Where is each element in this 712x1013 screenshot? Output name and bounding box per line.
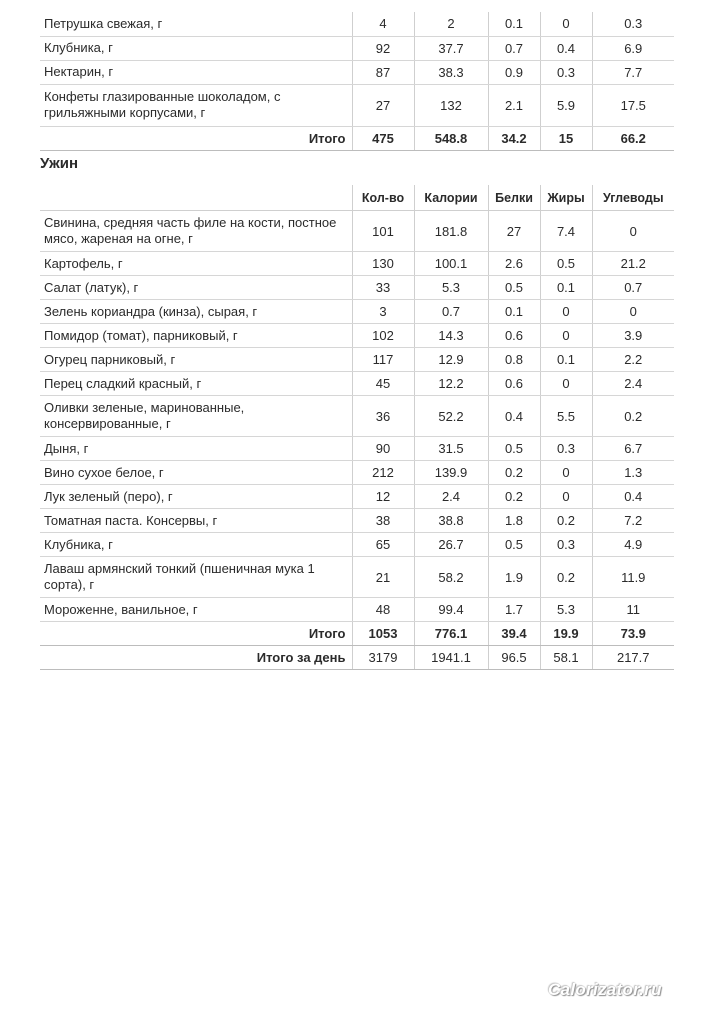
header-name bbox=[40, 185, 352, 211]
protein-cell: 0.8 bbox=[488, 348, 540, 372]
dinner-total-row bbox=[40, 622, 674, 646]
calories-cell: 5.3 bbox=[414, 276, 488, 300]
carbs-cell: 0.7 bbox=[592, 276, 674, 300]
calories-cell: 2.4 bbox=[414, 485, 488, 509]
carbs-cell: 0 bbox=[592, 211, 674, 252]
qty-cell: 65 bbox=[352, 533, 414, 557]
table-row bbox=[40, 60, 674, 84]
food-name: Конфеты глазированные шоколадом, с грильяжными корпусами, г bbox=[40, 84, 352, 126]
header-protein: Белки bbox=[488, 185, 540, 211]
qty-cell: 3 bbox=[352, 300, 414, 324]
qty-cell: 101 bbox=[352, 211, 414, 252]
table-row bbox=[40, 211, 674, 252]
fat-cell: 0 bbox=[540, 461, 592, 485]
table-row bbox=[40, 372, 674, 396]
qty-cell: 4 bbox=[352, 12, 414, 36]
carbs-cell: 6.9 bbox=[592, 36, 674, 60]
carbs-cell: 11.9 bbox=[592, 557, 674, 598]
day-total-row bbox=[40, 646, 674, 670]
food-name: Помидор (томат), парниковый, г bbox=[40, 324, 352, 348]
food-name: Клубника, г bbox=[40, 36, 352, 60]
day-total-label: Итого за день bbox=[40, 646, 352, 670]
food-name: Томатная паста. Консервы, г bbox=[40, 509, 352, 533]
fat-cell: 0.1 bbox=[540, 348, 592, 372]
fat-cell: 0 bbox=[540, 12, 592, 36]
calories-cell: 38.8 bbox=[414, 509, 488, 533]
protein-cell: 27 bbox=[488, 211, 540, 252]
carbs-cell: 4.9 bbox=[592, 533, 674, 557]
table-row bbox=[40, 84, 674, 126]
food-name: Огурец парниковый, г bbox=[40, 348, 352, 372]
fat-cell: 0.2 bbox=[540, 557, 592, 598]
total-protein: 39.4 bbox=[488, 622, 540, 646]
header-carbs: Углеводы bbox=[592, 185, 674, 211]
protein-cell: 0.2 bbox=[488, 485, 540, 509]
calories-cell: 181.8 bbox=[414, 211, 488, 252]
fat-cell: 0.5 bbox=[540, 252, 592, 276]
calories-cell: 132 bbox=[414, 84, 488, 126]
qty-cell: 33 bbox=[352, 276, 414, 300]
qty-cell: 27 bbox=[352, 84, 414, 126]
table-row bbox=[40, 557, 674, 598]
protein-cell: 0.6 bbox=[488, 372, 540, 396]
calories-cell: 12.9 bbox=[414, 348, 488, 372]
food-name: Нектарин, г bbox=[40, 60, 352, 84]
carbs-cell: 2.4 bbox=[592, 372, 674, 396]
protein-cell: 0.5 bbox=[488, 276, 540, 300]
lunch-table bbox=[40, 12, 674, 151]
total-label: Итого bbox=[40, 126, 352, 150]
protein-cell: 1.9 bbox=[488, 557, 540, 598]
food-name: Перец сладкий красный, г bbox=[40, 372, 352, 396]
protein-cell: 0.1 bbox=[488, 12, 540, 36]
fat-cell: 0.1 bbox=[540, 276, 592, 300]
calories-cell: 14.3 bbox=[414, 324, 488, 348]
qty-cell: 117 bbox=[352, 348, 414, 372]
total-carbs: 73.9 bbox=[592, 622, 674, 646]
protein-cell: 0.9 bbox=[488, 60, 540, 84]
table-row bbox=[40, 485, 674, 509]
food-name: Свинина, средняя часть филе на кости, постное мясо, жареная на огне, г bbox=[40, 211, 352, 252]
calories-cell: 38.3 bbox=[414, 60, 488, 84]
table-row bbox=[40, 276, 674, 300]
food-name: Дыня, г bbox=[40, 437, 352, 461]
table-row bbox=[40, 348, 674, 372]
carbs-cell: 3.9 bbox=[592, 324, 674, 348]
dinner-table bbox=[40, 185, 674, 670]
total-calories: 548.8 bbox=[414, 126, 488, 150]
food-name: Лаваш армянский тонкий (пшеничная мука 1 сорта), г bbox=[40, 557, 352, 598]
qty-cell: 130 bbox=[352, 252, 414, 276]
carbs-cell: 21.2 bbox=[592, 252, 674, 276]
qty-cell: 12 bbox=[352, 485, 414, 509]
lunch-total-row bbox=[40, 126, 674, 150]
calories-cell: 139.9 bbox=[414, 461, 488, 485]
fat-cell: 0.4 bbox=[540, 36, 592, 60]
carbs-cell: 0.2 bbox=[592, 396, 674, 437]
food-name: Петрушка свежая, г bbox=[40, 12, 352, 36]
table-row bbox=[40, 437, 674, 461]
fat-cell: 0 bbox=[540, 372, 592, 396]
calories-cell: 58.2 bbox=[414, 557, 488, 598]
protein-cell: 1.8 bbox=[488, 509, 540, 533]
calories-cell: 100.1 bbox=[414, 252, 488, 276]
protein-cell: 0.2 bbox=[488, 461, 540, 485]
food-name: Оливки зеленые, маринованные, консервированные, г bbox=[40, 396, 352, 437]
header-qty: Кол-во bbox=[352, 185, 414, 211]
total-carbs: 66.2 bbox=[592, 126, 674, 150]
qty-cell: 38 bbox=[352, 509, 414, 533]
header-fat: Жиры bbox=[540, 185, 592, 211]
qty-cell: 90 bbox=[352, 437, 414, 461]
carbs-cell: 0.4 bbox=[592, 485, 674, 509]
calories-cell: 26.7 bbox=[414, 533, 488, 557]
fat-cell: 7.4 bbox=[540, 211, 592, 252]
fat-cell: 0.3 bbox=[540, 60, 592, 84]
protein-cell: 1.7 bbox=[488, 598, 540, 622]
calories-cell: 0.7 bbox=[414, 300, 488, 324]
qty-cell: 212 bbox=[352, 461, 414, 485]
fat-cell: 5.3 bbox=[540, 598, 592, 622]
protein-cell: 0.1 bbox=[488, 300, 540, 324]
fat-cell: 0 bbox=[540, 324, 592, 348]
carbs-cell: 1.3 bbox=[592, 461, 674, 485]
carbs-cell: 17.5 bbox=[592, 84, 674, 126]
watermark: Calorizator.ru bbox=[548, 980, 662, 999]
day-total-carbs: 217.7 bbox=[592, 646, 674, 670]
table-row bbox=[40, 324, 674, 348]
carbs-cell: 7.7 bbox=[592, 60, 674, 84]
fat-cell: 0.3 bbox=[540, 437, 592, 461]
protein-cell: 0.6 bbox=[488, 324, 540, 348]
table-header-row bbox=[40, 185, 674, 211]
qty-cell: 92 bbox=[352, 36, 414, 60]
carbs-cell: 2.2 bbox=[592, 348, 674, 372]
day-total-qty: 3179 bbox=[352, 646, 414, 670]
fat-cell: 0 bbox=[540, 485, 592, 509]
total-qty: 475 bbox=[352, 126, 414, 150]
carbs-cell: 0 bbox=[592, 300, 674, 324]
qty-cell: 45 bbox=[352, 372, 414, 396]
table-row bbox=[40, 300, 674, 324]
protein-cell: 0.4 bbox=[488, 396, 540, 437]
qty-cell: 87 bbox=[352, 60, 414, 84]
qty-cell: 21 bbox=[352, 557, 414, 598]
qty-cell: 48 bbox=[352, 598, 414, 622]
protein-cell: 0.5 bbox=[488, 437, 540, 461]
food-name: Лук зеленый (перо), г bbox=[40, 485, 352, 509]
protein-cell: 2.1 bbox=[488, 84, 540, 126]
table-row bbox=[40, 461, 674, 485]
fat-cell: 0.2 bbox=[540, 509, 592, 533]
fat-cell: 5.9 bbox=[540, 84, 592, 126]
table-row bbox=[40, 533, 674, 557]
fat-cell: 0 bbox=[540, 300, 592, 324]
food-name: Зелень кориандра (кинза), сырая, г bbox=[40, 300, 352, 324]
table-row bbox=[40, 598, 674, 622]
calories-cell: 31.5 bbox=[414, 437, 488, 461]
day-total-protein: 96.5 bbox=[488, 646, 540, 670]
calories-cell: 52.2 bbox=[414, 396, 488, 437]
day-total-calories: 1941.1 bbox=[414, 646, 488, 670]
table-row bbox=[40, 509, 674, 533]
total-protein: 34.2 bbox=[488, 126, 540, 150]
protein-cell: 0.5 bbox=[488, 533, 540, 557]
fat-cell: 5.5 bbox=[540, 396, 592, 437]
dinner-section-title: Ужин bbox=[40, 155, 79, 172]
calories-cell: 99.4 bbox=[414, 598, 488, 622]
food-name: Мороженне, ванильное, г bbox=[40, 598, 352, 622]
food-name: Вино сухое белое, г bbox=[40, 461, 352, 485]
qty-cell: 102 bbox=[352, 324, 414, 348]
table-row bbox=[40, 36, 674, 60]
fat-cell: 0.3 bbox=[540, 533, 592, 557]
food-name: Салат (латук), г bbox=[40, 276, 352, 300]
table-row bbox=[40, 396, 674, 437]
qty-cell: 36 bbox=[352, 396, 414, 437]
carbs-cell: 6.7 bbox=[592, 437, 674, 461]
total-label: Итого bbox=[40, 622, 352, 646]
carbs-cell: 11 bbox=[592, 598, 674, 622]
carbs-cell: 7.2 bbox=[592, 509, 674, 533]
total-calories: 776.1 bbox=[414, 622, 488, 646]
food-name: Картофель, г bbox=[40, 252, 352, 276]
total-qty: 1053 bbox=[352, 622, 414, 646]
calories-cell: 37.7 bbox=[414, 36, 488, 60]
food-name: Клубника, г bbox=[40, 533, 352, 557]
header-calories: Калории bbox=[414, 185, 488, 211]
calories-cell: 12.2 bbox=[414, 372, 488, 396]
total-fat: 19.9 bbox=[540, 622, 592, 646]
calories-cell: 2 bbox=[414, 12, 488, 36]
protein-cell: 0.7 bbox=[488, 36, 540, 60]
carbs-cell: 0.3 bbox=[592, 12, 674, 36]
day-total-fat: 58.1 bbox=[540, 646, 592, 670]
table-row bbox=[40, 252, 674, 276]
table-row bbox=[40, 12, 674, 36]
total-fat: 15 bbox=[540, 126, 592, 150]
protein-cell: 2.6 bbox=[488, 252, 540, 276]
